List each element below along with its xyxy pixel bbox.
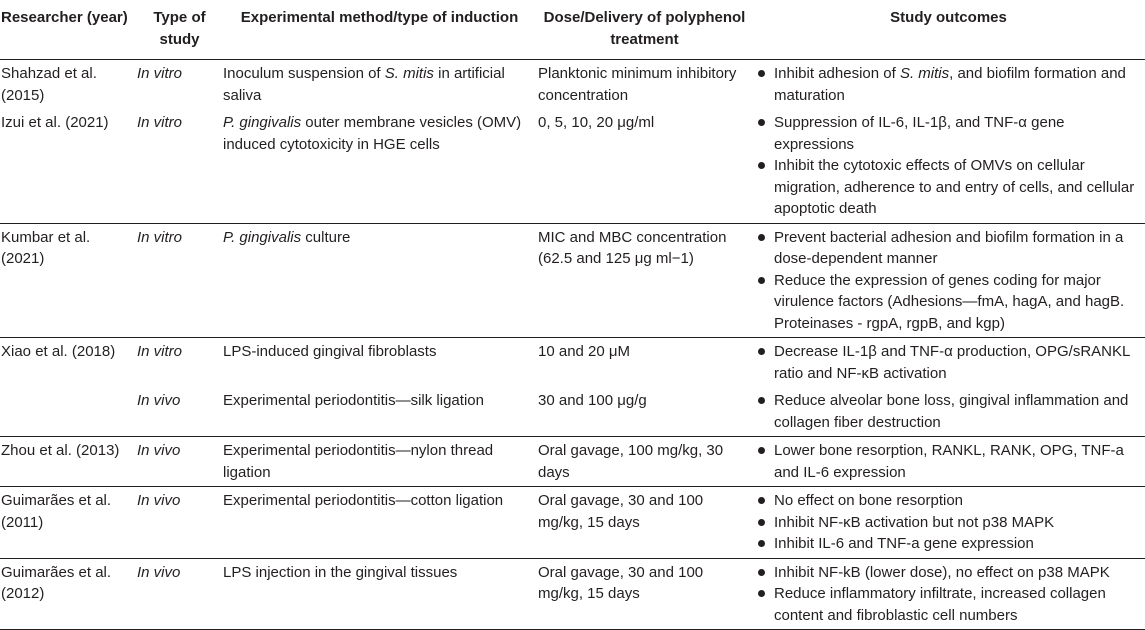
text-segment: in artificial saliva xyxy=(223,65,505,104)
cell-type: In vitro xyxy=(137,223,222,338)
cell-type: In vivo xyxy=(137,387,222,437)
text-segment: Suppression of IL-6, IL-1β, and TNF-α gene expressions xyxy=(774,114,1065,153)
table-row xyxy=(0,437,1145,487)
header-type: Type of study xyxy=(137,0,222,60)
outcome-item xyxy=(753,112,1139,155)
text-segment: Experimental periodontitis—nylon thread ligation xyxy=(223,442,494,481)
text-segment: Reduce the expression of genes coding for major virulence factors (Adhesions—fmA, hagA, and hagB. Proteinases - rgpA, rgpB, and kgp) xyxy=(774,271,1125,332)
text-segment: Inhibit NF-kB (lower dose), no effect on p38 MAPK xyxy=(774,563,1110,581)
cell-outcomes xyxy=(752,60,1145,110)
cell-dose: Oral gavage, 30 and 100 mg/kg, 15 days xyxy=(537,487,752,559)
table-row xyxy=(0,223,1145,338)
outcomes-list xyxy=(753,390,1139,433)
header-outcomes: Study outcomes xyxy=(752,0,1145,60)
italic-species: S. mitis xyxy=(899,65,950,82)
text-segment: , and biofilm formation and maturation xyxy=(774,65,1126,104)
italic-species: P. gingivalis xyxy=(223,114,302,131)
cell-method xyxy=(222,338,537,388)
cell-researcher xyxy=(0,387,137,437)
outcome-item xyxy=(753,562,1139,584)
outcomes-list xyxy=(753,227,1139,335)
cell-researcher: Izui et al. (2021) xyxy=(0,109,137,223)
italic-species: S. mitis xyxy=(384,65,434,82)
cell-type: In vivo xyxy=(137,558,222,630)
cell-type: In vitro xyxy=(137,109,222,223)
outcome-item xyxy=(753,512,1139,534)
cell-researcher: Kumbar et al. (2021) xyxy=(0,223,137,338)
outcome-item xyxy=(753,155,1139,220)
cell-method xyxy=(222,387,537,437)
outcome-item xyxy=(753,270,1139,335)
outcome-item xyxy=(753,63,1139,106)
cell-dose: 0, 5, 10, 20 μg/ml xyxy=(537,109,752,223)
text-segment: outer membrane vesicles (OMV) induced cytotoxicity in HGE cells xyxy=(223,114,522,153)
outcome-item xyxy=(753,227,1139,270)
text-segment: Experimental periodontitis—cotton ligation xyxy=(223,492,504,509)
cell-type: In vitro xyxy=(137,65,183,82)
cell-outcomes xyxy=(752,437,1145,487)
text-segment: LPS-induced gingival fibroblasts xyxy=(223,343,437,360)
cell-method xyxy=(222,109,537,223)
cell-method xyxy=(222,437,537,487)
cell-method xyxy=(222,487,537,559)
table-row xyxy=(0,387,1145,437)
cell-outcomes xyxy=(752,223,1145,338)
text-segment: Inoculum suspension of xyxy=(223,65,385,82)
text-segment: Inhibit NF-κB activation but not p38 MAPK xyxy=(774,513,1055,531)
cell-type: In vivo xyxy=(137,487,222,559)
text-segment: Reduce alveolar bone loss, gingival inflammation and collagen fiber destruction xyxy=(774,392,1129,431)
table-row xyxy=(0,109,1145,223)
cell-type: In vitro xyxy=(137,343,183,360)
italic-species: P. gingivalis xyxy=(223,228,302,246)
text-segment: No effect on bone resorption xyxy=(774,492,964,509)
cell-dose: 10 and 20 μM xyxy=(538,343,631,360)
text-segment: culture xyxy=(301,228,351,246)
header-row xyxy=(0,0,1145,60)
cell-researcher: Shahzad et al. (2015) xyxy=(1,65,97,104)
cell-dose: Planktonic minimum inhibitory concentration xyxy=(538,65,737,104)
outcomes-list xyxy=(753,112,1139,220)
text-segment: Reduce inflammatory infiltrate, increased collagen content and fibroblastic cell numbers xyxy=(774,585,1106,624)
cell-outcomes xyxy=(752,487,1145,559)
cell-dose: Oral gavage, 30 and 100 mg/kg, 15 days xyxy=(537,558,752,630)
cell-researcher: Xiao et al. (2018) xyxy=(1,343,116,360)
cell-outcomes xyxy=(752,387,1145,437)
cell-dose: 30 and 100 μg/g xyxy=(537,387,752,437)
header-researcher: Researcher (year) xyxy=(0,0,137,60)
header-method: Experimental method/type of induction xyxy=(222,0,537,60)
outcome-item xyxy=(753,533,1139,555)
text-segment: Lower bone resorption, RANKL, RANK, OPG, TNF-a and IL-6 expression xyxy=(774,442,1124,481)
cell-method xyxy=(222,223,537,338)
cell-type: In vivo xyxy=(137,437,222,487)
outcome-item xyxy=(753,583,1139,626)
text-segment: LPS injection in the gingival tissues xyxy=(223,563,458,581)
table-row xyxy=(0,487,1145,559)
cell-dose: Oral gavage, 100 mg/kg, 30 days xyxy=(537,437,752,487)
cell-outcomes xyxy=(752,558,1145,630)
outcome-item xyxy=(753,440,1139,483)
cell-method xyxy=(222,558,537,630)
outcome-item xyxy=(753,341,1139,384)
outcome-item xyxy=(753,490,1139,512)
header-dose: Dose/Delivery of polyphenol treatment xyxy=(537,0,752,60)
cell-researcher: Guimarães et al. (2012) xyxy=(0,558,137,630)
cell-researcher: Guimarães et al. (2011) xyxy=(0,487,137,559)
outcomes-list xyxy=(753,341,1139,384)
outcomes-list xyxy=(753,440,1139,483)
cell-outcomes xyxy=(752,338,1145,388)
text-segment: Prevent bacterial adhesion and biofilm formation in a dose-dependent manner xyxy=(774,228,1124,267)
outcomes-list xyxy=(753,562,1139,627)
table-row xyxy=(0,558,1145,630)
outcome-item xyxy=(753,390,1139,433)
outcomes-list xyxy=(753,63,1139,106)
outcomes-list xyxy=(753,490,1139,555)
cell-outcomes xyxy=(752,109,1145,223)
cell-method xyxy=(222,60,537,110)
text-segment: Experimental periodontitis—silk ligation xyxy=(223,392,484,409)
table-row xyxy=(0,60,1145,110)
cell-dose: MIC and MBC concentration (62.5 and 125 μg ml−1) xyxy=(537,223,752,338)
text-segment: Inhibit the cytotoxic effects of OMVs on cellular migration, adherence to and entry of cells, and cellular apoptotic death xyxy=(774,157,1135,217)
cell-researcher: Zhou et al. (2013) xyxy=(0,437,137,487)
table-body xyxy=(0,60,1145,630)
text-segment: Decrease IL-1β and TNF-α production, OPG/sRANKL ratio and NF-κB activation xyxy=(774,343,1130,382)
text-segment: Inhibit adhesion of xyxy=(774,65,900,82)
text-segment: Inhibit IL-6 and TNF-a gene expression xyxy=(774,535,1034,552)
table-row xyxy=(0,338,1145,388)
